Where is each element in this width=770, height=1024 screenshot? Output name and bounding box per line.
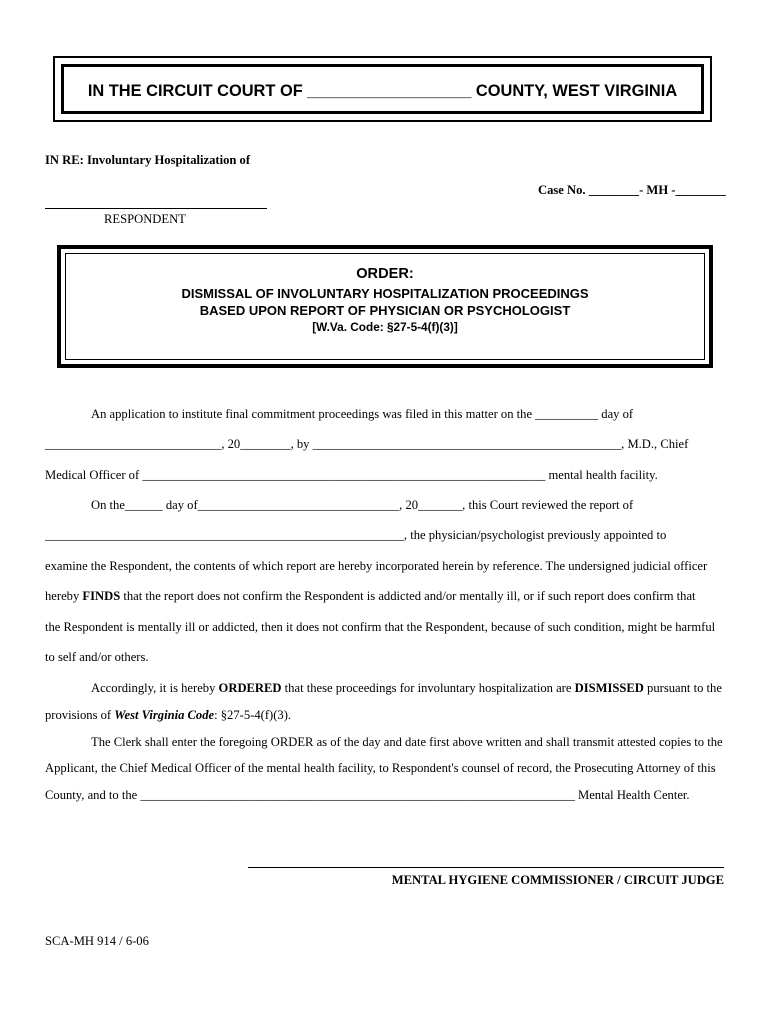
order-citation: [W.Va. Code: §27-5-4(f)(3)] — [312, 320, 458, 334]
p1-line3: Medical Officer of ________________________________________________________________ mental health facility. — [45, 468, 658, 482]
finds-word: FINDS — [82, 589, 121, 603]
wv-code-title: West Virginia Code — [114, 708, 215, 722]
order-subtitle-line2: BASED UPON REPORT OF PHYSICIAN OR PSYCHOLOGIST — [199, 303, 571, 318]
p3-line2 — [45, 708, 291, 723]
p2-line5: the Respondent is mentally ill or addicted, then it does not confirm that the Respondent, because of such condition, might be harmful — [45, 620, 716, 634]
p1-line1: An application to institute final commitment proceedings was filed in this matter on the __________ day of — [91, 407, 634, 421]
p3-line2-b: : §27-5-4(f)(3). — [214, 708, 292, 722]
p1-line2: ____________________________, 20________, by _________________________________________________, M.D., Chief — [45, 437, 689, 451]
form-id: SCA-MH 914 / 6-06 — [45, 934, 149, 948]
p2-line6: to self and/or others. — [45, 650, 149, 664]
p2-line2: _________________________________________________________, the physician/psychologist previously appointed to — [45, 528, 667, 542]
dismissed-word: DISMISSED — [574, 681, 644, 695]
respondent-label: RESPONDENT — [104, 212, 186, 226]
signature-label: MENTAL HYGIENE COMMISSIONER / CIRCUIT JUDGE — [391, 873, 724, 887]
p3-line2-a: provisions of — [45, 708, 115, 722]
p2-line4-b: that the report does not confirm the Respondent is addicted and/or mentally ill, or if such report does confirm that — [120, 589, 696, 603]
p3-line1-c: pursuant to the — [643, 681, 722, 695]
p2-line3: examine the Respondent, the contents of which report are hereby incorporated herein by reference. The undersigned judicial officer — [45, 559, 708, 573]
p2-line4 — [45, 589, 696, 604]
p3-line1-b: that these proceedings for involuntary hospitalization are — [281, 681, 575, 695]
p2-line4-a: hereby — [45, 589, 83, 603]
p4-line1: The Clerk shall enter the foregoing ORDER as of the day and date first above written and shall transmit attested copies to the — [91, 735, 723, 749]
p3-line1 — [91, 681, 722, 696]
signature-line — [248, 867, 724, 868]
ordered-word: ORDERED — [218, 681, 282, 695]
p4-line2: Applicant, the Chief Medical Officer of the mental health facility, to Respondent's counsel of record, the Prosecuting Attorney of this — [45, 761, 716, 775]
order-title: ORDER: — [356, 266, 414, 282]
in-re-line: IN RE: Involuntary Hospitalization of — [45, 153, 251, 167]
p2-line1: On the______ day of________________________________, 20_______, this Court reviewed the report of — [91, 498, 634, 512]
respondent-name-line — [45, 208, 267, 209]
p3-line1-a: Accordingly, it is hereby — [91, 681, 219, 695]
court-title: IN THE CIRCUIT COURT OF __________________ COUNTY, WEST VIRGINIA — [87, 82, 678, 100]
order-subtitle-line1: DISMISSAL OF INVOLUNTARY HOSPITALIZATION PROCEEDINGS — [181, 286, 589, 301]
case-number: Case No. ________- MH -________ — [538, 183, 726, 197]
p4-line3: County, and to the _____________________________________________________________________ Mental Health Center. — [45, 788, 690, 802]
